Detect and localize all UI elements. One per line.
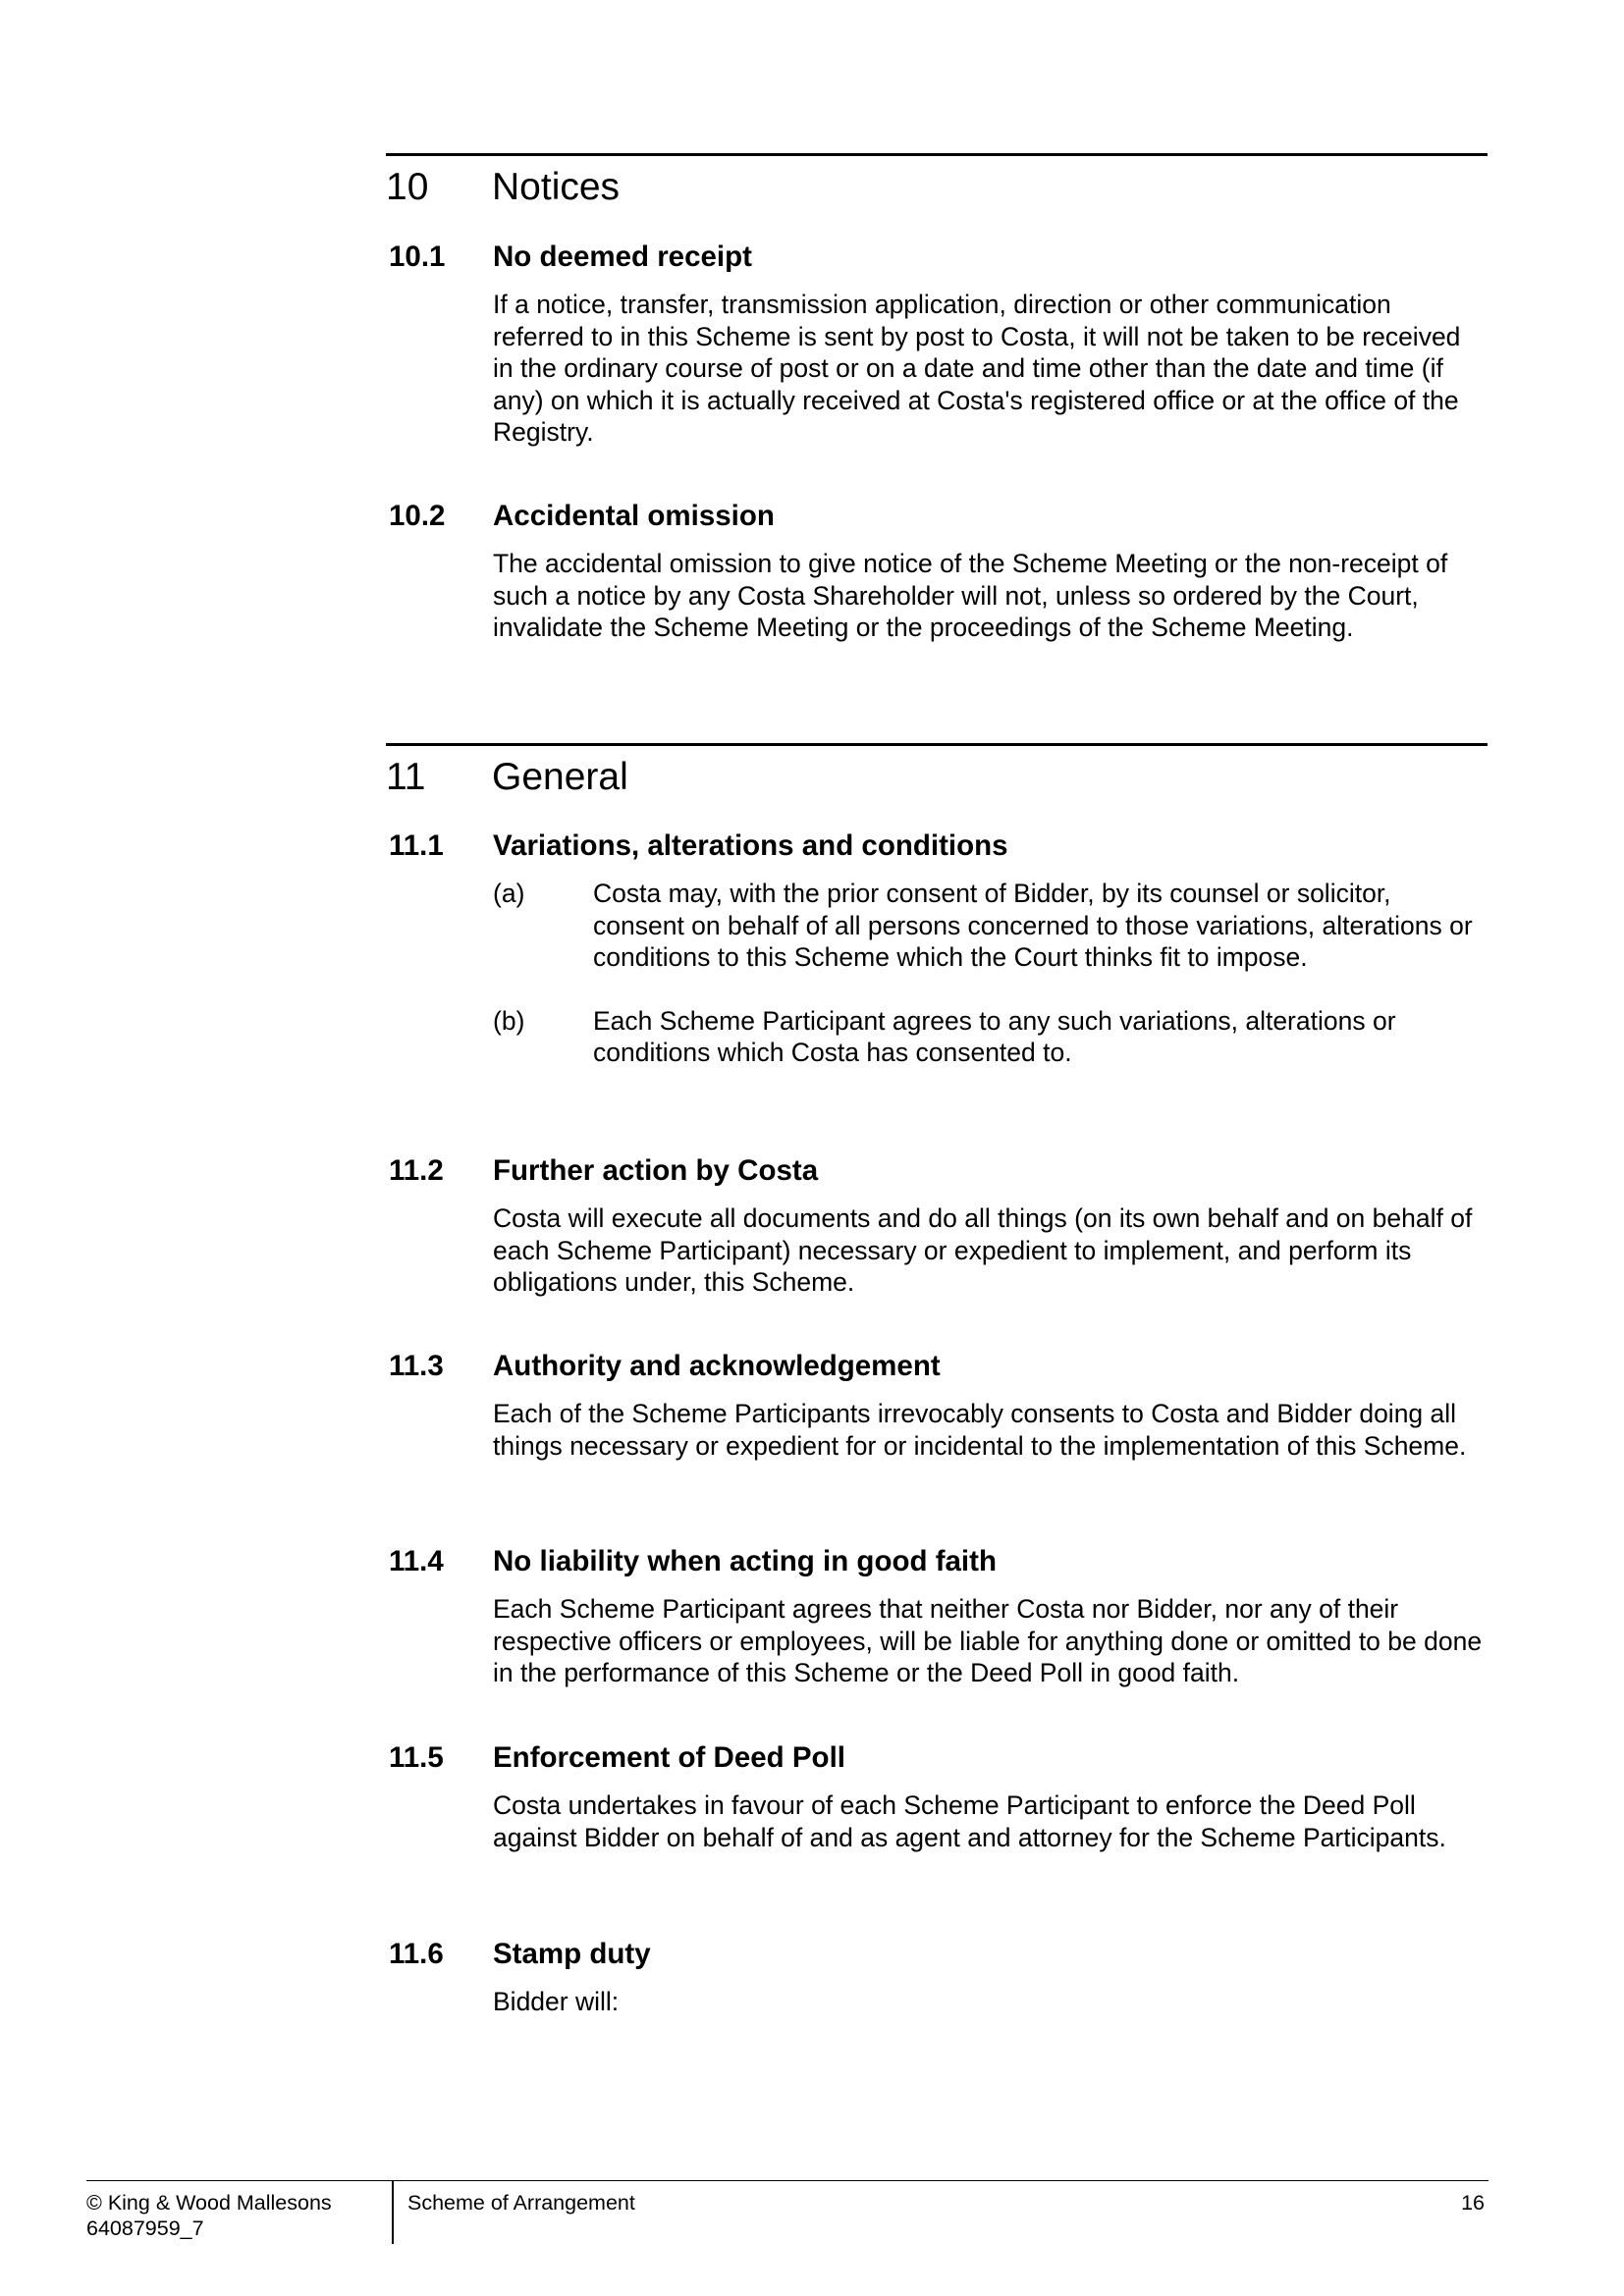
section-title: General bbox=[492, 756, 628, 798]
paragraph-b bbox=[493, 1005, 1485, 1069]
clause-text: Bidder will: bbox=[493, 1987, 620, 2016]
clause-title: Accidental omission bbox=[493, 500, 775, 532]
paragraph-label: (a) bbox=[493, 879, 525, 908]
page-footer bbox=[86, 2180, 1489, 2244]
section-number: 10 bbox=[386, 166, 429, 208]
clause-11-1 bbox=[389, 828, 1485, 1100]
clause-text: Costa will execute all documents and do all things (on its own behalf and on behalf of each Scheme Participant) necessary or expedient to implement, and perform its obligations under, this Scheme. bbox=[493, 1203, 1473, 1298]
clause-10-2 bbox=[389, 499, 1485, 644]
section-11 bbox=[386, 743, 1488, 801]
paragraph-text: Each Scheme Participant agrees to any such variations, alterations or conditions which Costa has consented to. bbox=[593, 1005, 1396, 1068]
clause-number: 11.1 bbox=[389, 829, 444, 862]
footer-left bbox=[86, 2190, 332, 2241]
section-heading bbox=[386, 164, 1488, 211]
clause-heading bbox=[389, 240, 1485, 275]
clause-heading bbox=[389, 1937, 1485, 1972]
clause-text: Each Scheme Participant agrees that neither Costa nor Bidder, nor any of their respective officers or employees, will be liable for anything done or omitted to be done in the performance of this Scheme or the Deed Poll in good faith. bbox=[493, 1594, 1483, 1688]
clause-body bbox=[493, 289, 1485, 449]
clause-10-1 bbox=[389, 240, 1485, 449]
clause-text: If a notice, transfer, transmission application, direction or other communication referred to in this Scheme is sent by post to Costa, it will not be taken to be received in the ordinary course of post or on a date and time other than the date and time (if any) on which it is actually received at Costa's registered office or at the office of the Registry. bbox=[493, 290, 1461, 448]
section-heading bbox=[386, 754, 1488, 801]
section-divider bbox=[386, 743, 1488, 746]
clause-heading bbox=[389, 1740, 1485, 1776]
section-number: 11 bbox=[386, 756, 426, 798]
footer-divider bbox=[392, 2181, 394, 2244]
clause-body bbox=[493, 548, 1485, 644]
clause-number: 11.4 bbox=[389, 1545, 444, 1577]
clause-title: Stamp duty bbox=[493, 1938, 651, 1970]
clause-text: Costa undertakes in favour of each Scheme Participant to enforce the Deed Poll against Bidder on behalf of and as agent and attorney for the Scheme Participants. bbox=[493, 1790, 1446, 1852]
clause-title: No deemed receipt bbox=[493, 240, 752, 273]
clause-body bbox=[493, 1789, 1485, 1853]
clause-body bbox=[493, 1398, 1485, 1462]
clause-number: 10.2 bbox=[389, 500, 446, 532]
section-10 bbox=[386, 153, 1488, 211]
clause-number: 11.3 bbox=[389, 1350, 444, 1382]
document-id: 64087959_7 bbox=[86, 2216, 204, 2240]
paragraph-a bbox=[493, 878, 1485, 974]
clause-heading bbox=[389, 828, 1485, 864]
clause-body bbox=[493, 1202, 1485, 1299]
clause-number: 11.2 bbox=[389, 1154, 444, 1187]
clause-heading bbox=[389, 1153, 1485, 1189]
paragraph-label: (b) bbox=[493, 1005, 525, 1036]
clause-text: The accidental omission to give notice of the Scheme Meeting or the non-receipt of such a notice by any Costa Shareholder will not, unless so ordered by the Court, invalidate the Scheme Meeting or the proceedings of the Scheme Meeting. bbox=[493, 549, 1448, 643]
clause-number: 11.5 bbox=[389, 1741, 444, 1774]
paragraph-text: Costa may, with the prior consent of Bidder, by its counsel or solicitor, consent on behalf of all persons concerned to those variations, alterations or conditions to this Scheme which the Court thinks fit to impose. bbox=[593, 879, 1473, 973]
clause-title: Enforcement of Deed Poll bbox=[493, 1741, 845, 1774]
clause-11-2 bbox=[389, 1153, 1485, 1299]
document-title: Scheme of Arrangement bbox=[407, 2191, 635, 2215]
clause-body bbox=[493, 1593, 1485, 1689]
clause-heading bbox=[389, 1349, 1485, 1384]
copyright-notice: © King & Wood Mallesons bbox=[86, 2191, 332, 2215]
clause-heading bbox=[389, 499, 1485, 534]
clause-title: Further action by Costa bbox=[493, 1154, 819, 1187]
clause-11-3 bbox=[389, 1349, 1485, 1462]
clause-body bbox=[493, 1986, 1485, 2018]
clause-number: 10.1 bbox=[389, 240, 446, 273]
page-number: 16 bbox=[1461, 2191, 1485, 2215]
clause-title: No liability when acting in good faith bbox=[493, 1545, 997, 1577]
section-divider bbox=[386, 153, 1488, 156]
section-title: Notices bbox=[492, 166, 621, 208]
clause-11-4 bbox=[389, 1544, 1485, 1689]
clause-title: Authority and acknowledgement bbox=[493, 1350, 941, 1382]
clause-11-5 bbox=[389, 1740, 1485, 1853]
clause-title: Variations, alterations and conditions bbox=[493, 829, 1008, 862]
clause-11-6 bbox=[389, 1937, 1485, 2018]
clause-heading bbox=[389, 1544, 1485, 1579]
clause-text: Each of the Scheme Participants irrevocably consents to Costa and Bidder doing all things necessary or expedient for or incidental to the implementation of this Scheme. bbox=[493, 1399, 1467, 1461]
paragraph-list bbox=[493, 878, 1485, 1069]
clause-number: 11.6 bbox=[389, 1938, 444, 1970]
